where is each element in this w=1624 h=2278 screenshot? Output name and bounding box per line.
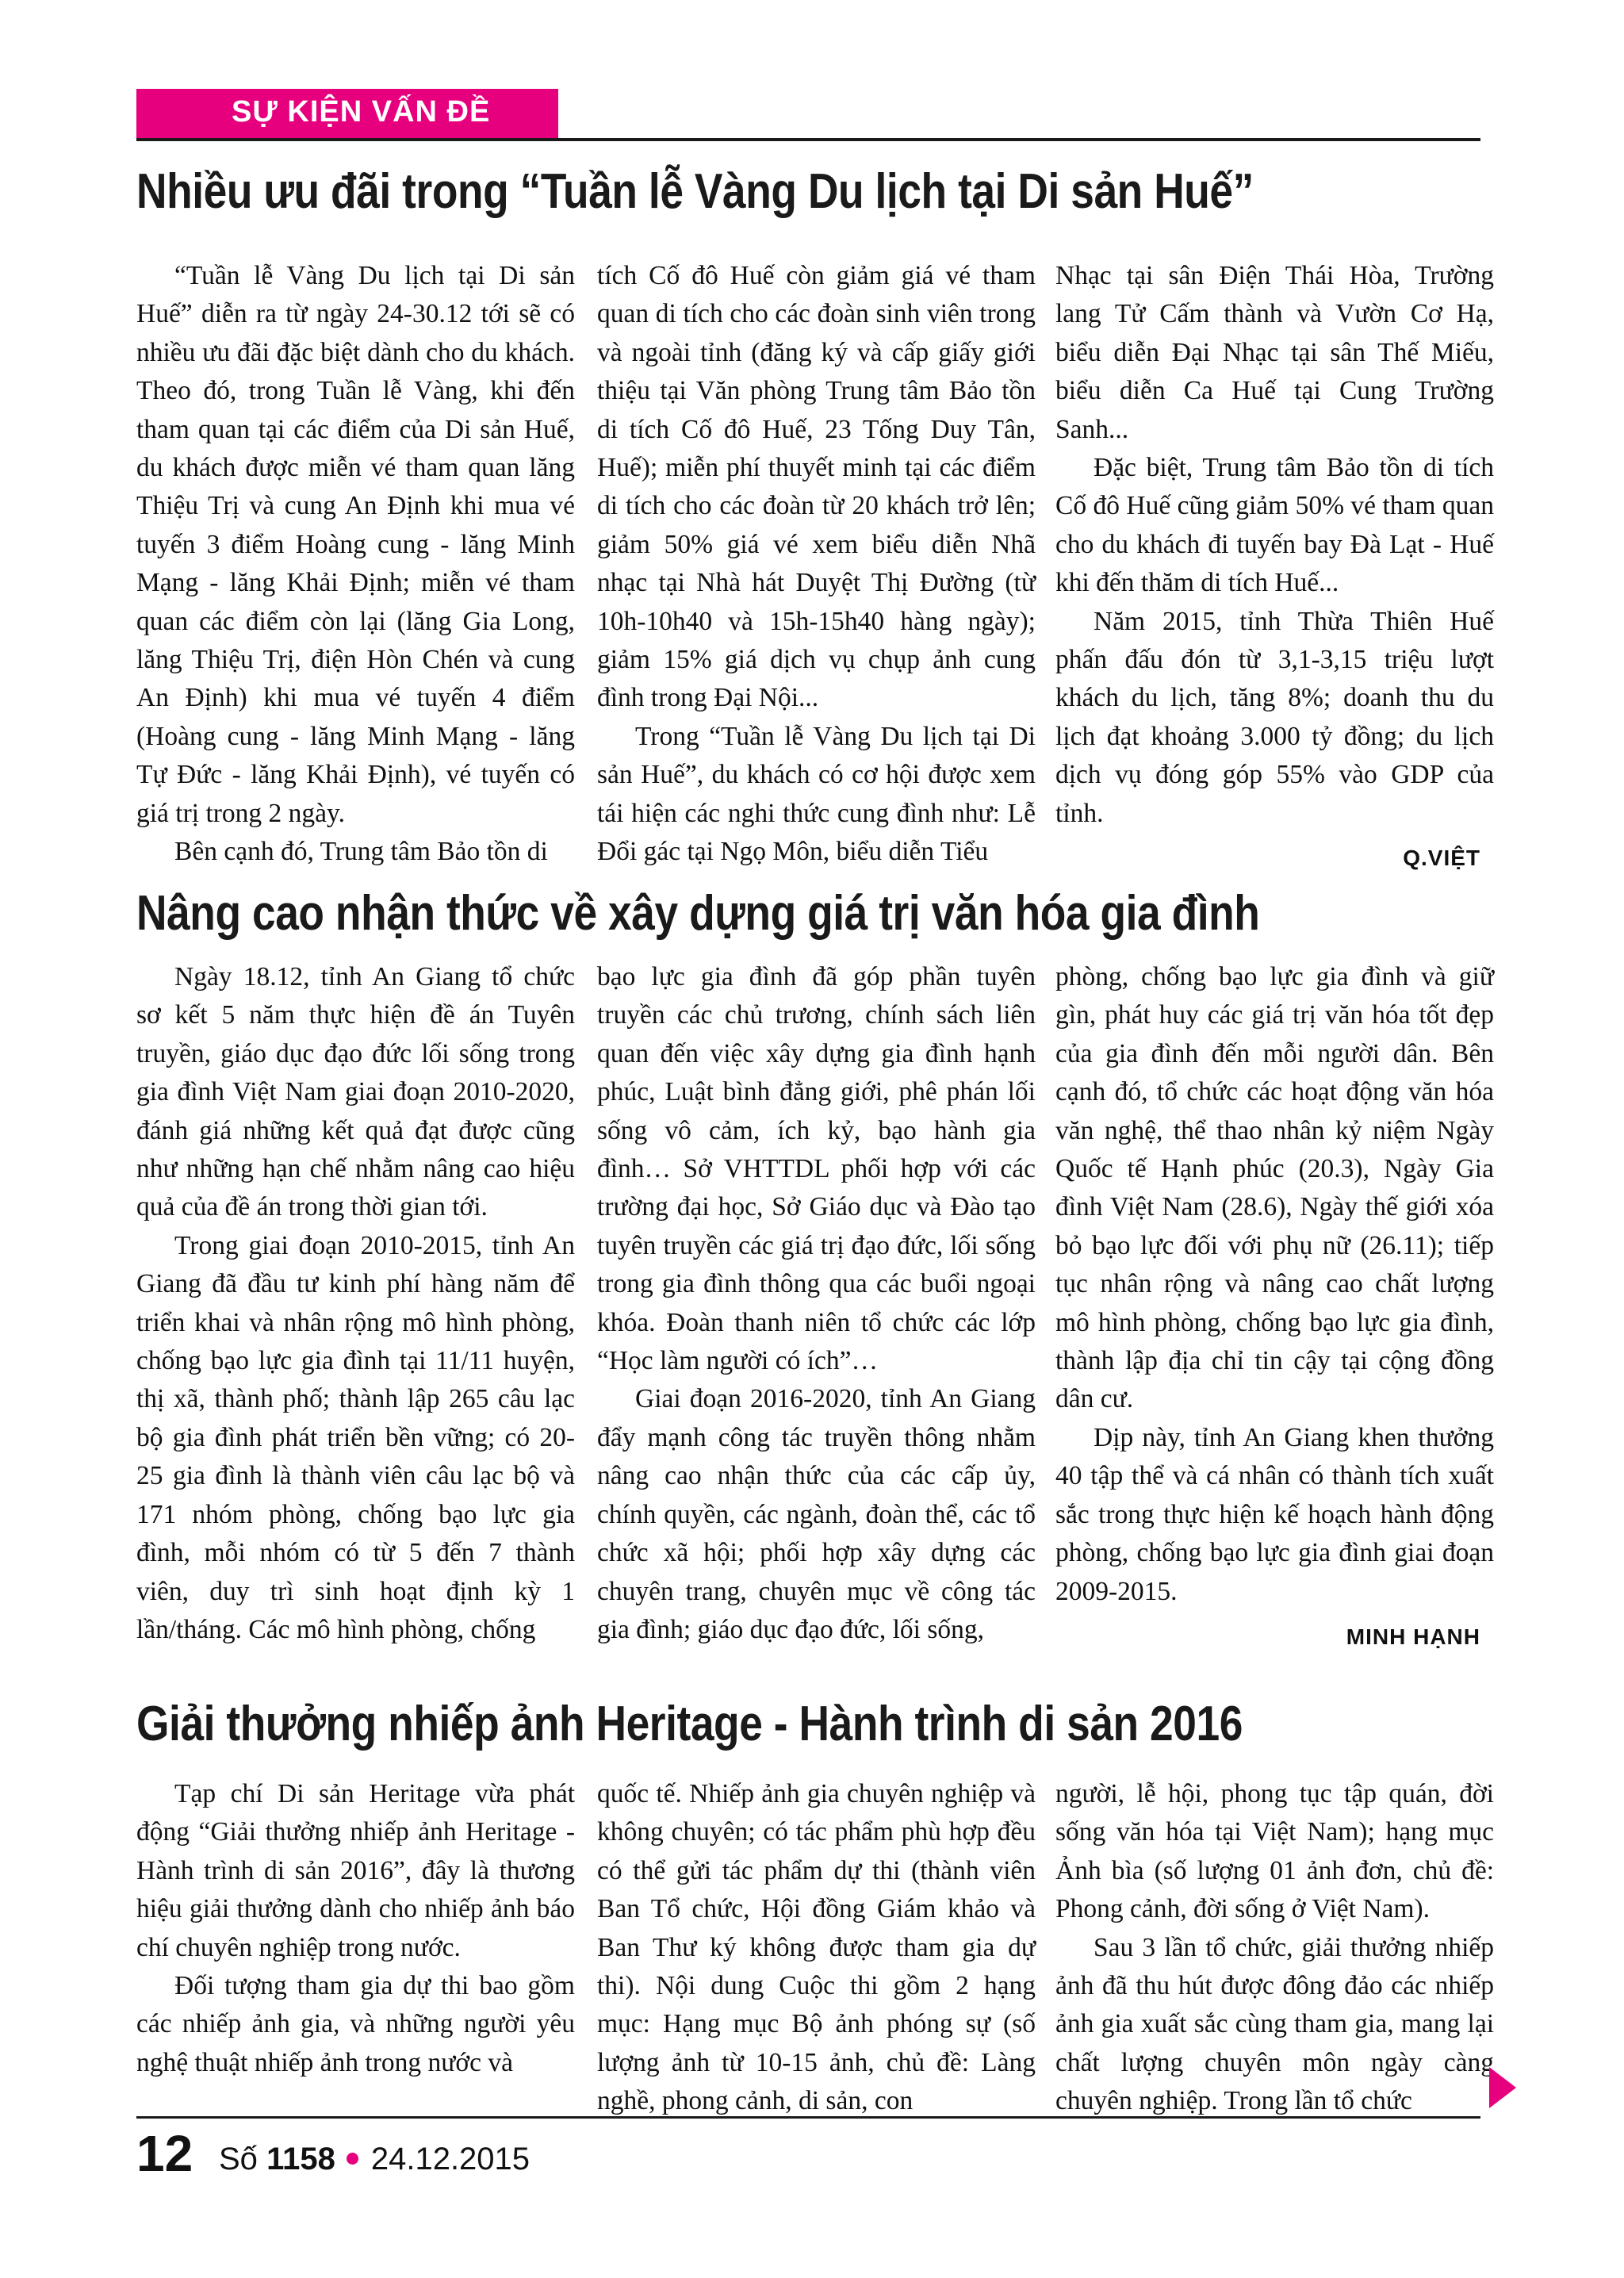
issue-info	[219, 2142, 530, 2177]
article-1-byline: Q.VIỆT	[1403, 846, 1480, 870]
paragraph: Bên cạnh đó, Trung tâm Bảo tồn di	[174, 837, 548, 867]
top-rule	[136, 138, 1480, 141]
paragraph: Trong giai đoạn 2010-2015, tỉnh An Giang đã đầu tư kinh phí hàng năm để triển khai và nhân rộng mô hình phòng, chống bạo lực gia đình tại 11/11 huyện, thị xã, thành phố; thành lập 265 câu lạc bộ gia đình phát triển bền vững; có 20-25 gia đình là thành viên câu lạc bộ và 171 nhóm phòng, chống bạo lực gia đình, mỗi nhóm có từ 5 đến 7 thành viên, duy trì sinh hoạt định kỳ 1 lần/tháng. Các mô hình phòng, chống	[136, 1230, 575, 1644]
paragraph: Giai đoạn 2016-2020, tỉnh An Giang đẩy mạnh công tác truyền thông nhằm nâng cao nhận thức của các cấp ủy, chính quyền, các ngành, đoàn thể, các tổ chức xã hội; phối hợp xây dựng các chuyên trang, chuyên mục về công tác gia đình; giáo dục đạo đức, lối sống,	[597, 1384, 1036, 1644]
issue-date: 24.12.2015	[370, 2142, 530, 2176]
article-2-byline: MINH HẠNH	[1346, 1624, 1480, 1649]
paragraph: Sau 3 lần tổ chức, giải thưởng nhiếp ảnh đã thu hút được đông đảo các nhiếp ảnh gia xuất sắc cùng tham gia, mang lại chất lượng chuyên môn ngày càng chuyên nghiệp. Trong lần tổ chức	[1055, 1932, 1494, 2116]
issue-number: 1158	[266, 2142, 335, 2176]
page-number: 12	[136, 2125, 193, 2182]
bottom-rule	[136, 2116, 1480, 2119]
article-1-column-1	[136, 257, 575, 872]
paragraph: Đối tượng tham gia dự thi bao gồm các nhiếp ảnh gia, và những người yêu nghệ thuật nhiếp ảnh trong nước và	[136, 1971, 575, 2077]
bullet-dot-icon	[347, 2153, 358, 2165]
paragraph: bạo lực gia đình đã góp phần tuyên truyền các chủ trương, chính sách liên quan đến việc xây dựng gia đình hạnh phúc, Luật bình đẳng giới, phê phán lối sống vô cảm, ích kỷ, bạo hành gia đình… Sở VHTTDL phối hợp với các trường đại học, Sở Giáo dục và Đào tạo tuyên truyền các giá trị đạo đức, lối sống trong gia đình thông qua các buổi ngoại khóa. Đoàn thanh niên tổ chức các lớp “Học làm người có ích”…	[597, 962, 1036, 1376]
paragraph: Trong “Tuần lễ Vàng Du lịch tại Di sản Huế”, du khách có cơ hội được xem tái hiện các nghi thức cung đình như: Lễ Đổi gác tại Ngọ Môn, biểu diễn Tiểu	[597, 721, 1036, 867]
paragraph: “Tuần lễ Vàng Du lịch tại Di sản Huế” diễn ra từ ngày 24-30.12 tới sẽ có nhiều ưu đãi đặc biệt dành cho du khách. Theo đó, trong Tuần lễ Vàng, khi đến tham quan tại các điểm của Di sản Huế, du khách được miễn vé tham quan lăng Thiệu Trị và cung An Định khi mua vé tuyến 3 điểm Hoàng cung - lăng Minh Mạng - lăng Khải Định; miễn vé tham quan các điểm còn lại (lăng Gia Long, lăng Thiệu Trị, điện Hòn Chén và cung An Định) khi mua vé tuyến 4 điểm (Hoàng cung - lăng Minh Mạng - lăng Tự Đức - lăng Khải Định), vé tuyến có giá trị trong 2 ngày.	[136, 261, 575, 828]
paragraph: Nhạc tại sân Điện Thái Hòa, Trường lang Tử Cấm thành và Vườn Cơ Hạ, biểu diễn Đại Nhạc tại sân Thế Miếu, biểu diễn Ca Huế tại Cung Trường Sanh...	[1055, 261, 1494, 444]
article-2-column-1	[136, 958, 575, 1649]
paragraph: Ngày 18.12, tỉnh An Giang tổ chức sơ kết 5 năm thực hiện đề án Tuyên truyền, giáo dục đạo đức lối sống trong gia đình Việt Nam giai đoạn 2010-2020, đánh giá những kết quả đạt được cũng như những hạn chế nhằm nâng cao hiệu quả của đề án trong thời gian tới.	[136, 962, 575, 1222]
paragraph: Dịp này, tỉnh An Giang khen thưởng 40 tập thể và cá nhân có thành tích xuất sắc trong thực hiện kế hoạch hành động phòng, chống bạo lực gia đình giai đoạn 2009-2015.	[1055, 1422, 1494, 1606]
issue-prefix: Số	[219, 2142, 258, 2176]
article-2-headline: Nâng cao nhận thức về xây dựng giá trị văn hóa gia đình	[136, 886, 1260, 941]
article-2-column-3	[1055, 958, 1494, 1611]
paragraph: Đặc biệt, Trung tâm Bảo tồn di tích Cố đô Huế cũng giảm 50% vé tham quan cho du khách đi tuyến bay Đà Lạt - Huế khi đến thăm di tích Huế...	[1055, 453, 1494, 598]
continue-arrow-icon	[1489, 2067, 1516, 2108]
article-1-headline: Nhiều ưu đãi trong “Tuần lễ Vàng Du lịch tại Di sản Huế”	[136, 164, 1254, 219]
paragraph: tích Cố đô Huế còn giảm giá vé tham quan di tích cho các đoàn sinh viên trong và ngoài tỉnh (đăng ký và cấp giấy giới thiệu tại Văn phòng Trung tâm Bảo tồn di tích Cố đô Huế, 23 Tống Duy Tân, Huế); miễn phí thuyết minh tại các điểm di tích cho các đoàn từ 20 khách trở lên; giảm 50% giá vé xem biểu diễn Nhã nhạc tại Nhà hát Duyệt Thị Đường (từ 10h-10h40 và 15h-15h40 hàng ngày); giảm 15% giá dịch vụ chụp ảnh cung đình trong Đại Nội...	[597, 261, 1036, 713]
article-3-headline: Giải thưởng nhiếp ảnh Heritage - Hành trình di sản 2016	[136, 1697, 1243, 1751]
article-3-column-1	[136, 1775, 575, 2082]
paragraph: người, lễ hội, phong tục tập quán, đời sống văn hóa tại Việt Nam); hạng mục Ảnh bìa (số lượng 01 ảnh đơn, chủ đề: Phong cảnh, đời sống ở Việt Nam).	[1055, 1779, 1494, 1924]
article-2-column-2	[597, 958, 1036, 1649]
article-1-column-2	[597, 257, 1036, 872]
section-tag-label: SỰ KIỆN VẤN ĐỀ	[232, 95, 491, 128]
paragraph: phòng, chống bạo lực gia đình và giữ gìn, phát huy các giá trị văn hóa tốt đẹp của gia đình đến mỗi người dân. Bên cạnh đó, tổ chức các hoạt động văn hóa văn nghệ, thể thao nhân kỷ niệm Ngày Quốc tế Hạnh phúc (20.3), Ngày Gia đình Việt Nam (28.6), Ngày thế giới xóa bỏ bạo lực đối với phụ nữ (26.11); tiếp tục nhân rộng và nâng cao chất lượng mô hình phòng, chống bạo lực gia đình, thành lập địa chỉ tin cậy tại cộng đồng dân cư.	[1055, 962, 1494, 1414]
article-1-column-3	[1055, 257, 1494, 833]
article-3-column-3	[1055, 1775, 1494, 2121]
section-tag	[136, 89, 558, 140]
paragraph: quốc tế. Nhiếp ảnh gia chuyên nghiệp và không chuyên; có tác phẩm phù hợp đều có thể gửi tác phẩm dự thi (thành viên Ban Tổ chức, Hội đồng Giám khảo và Ban Thư ký không được tham gia dự thi). Nội dung Cuộc thi gồm 2 hạng mục: Hạng mục Bộ ảnh phóng sự (số lượng ảnh từ 10-15 ảnh, chủ đề: Làng nghề, phong cảnh, di sản, con	[597, 1779, 1036, 2116]
paragraph: Năm 2015, tỉnh Thừa Thiên Huế phấn đấu đón từ 3,1-3,15 triệu lượt khách du lịch, tăng 8%; doanh thu du lịch đạt khoảng 3.000 tỷ đồng; du lịch dịch vụ đóng góp 55% vào GDP của tỉnh.	[1055, 606, 1494, 828]
article-3-column-2	[597, 1775, 1036, 2121]
paragraph: Tạp chí Di sản Heritage vừa phát động “Giải thưởng nhiếp ảnh Heritage - Hành trình di sản 2016”, đây là thương hiệu giải thưởng dành cho nhiếp ảnh báo chí chuyên nghiệp trong nước.	[136, 1779, 575, 1962]
